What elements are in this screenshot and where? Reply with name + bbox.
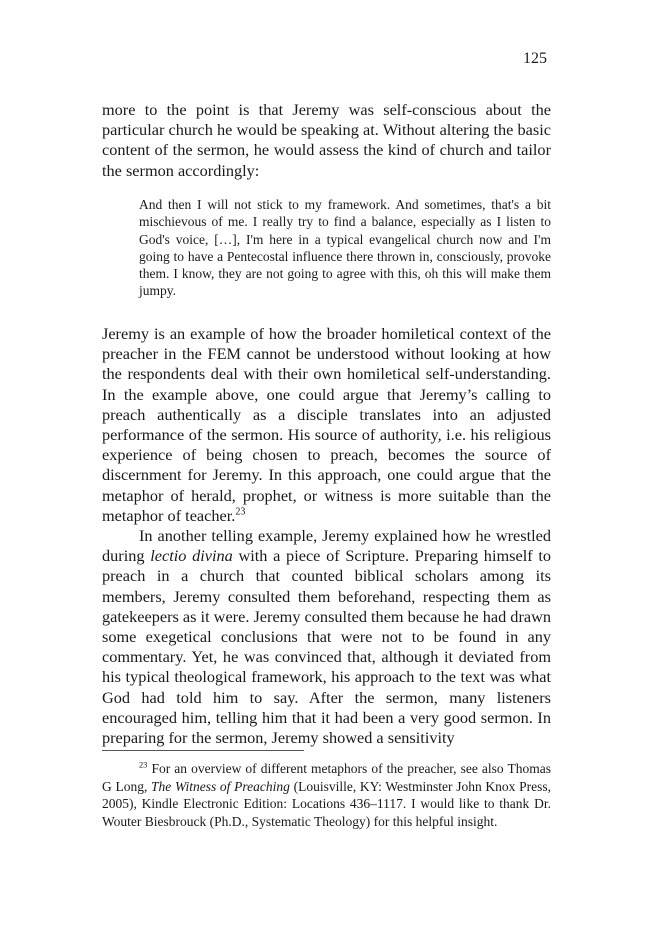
paragraph-continued	[102, 100, 551, 181]
paragraph-jeremy-example	[102, 324, 551, 526]
footnote	[102, 760, 551, 830]
footnote-text: For an overview of different metaphors of the preacher, see also Thomas G Long,	[102, 761, 551, 794]
paragraph-text: Jeremy is an example of how the broader homiletical context of the preacher in the FEM cannot be understood without looking at how the respondents deal with their own homiletical self-understanding. In the example above, one could argue that Jeremy’s calling to preach authentically as a disciple translates into an adjusted performance of the sermon. His source of authority, i.e. his religious experience of being chosen to preach, becomes the source of discernment for Jeremy. In this approach, one could argue that the metaphor of herald, prophet, or witness is more suitable than the metaphor of teacher.	[102, 324, 551, 525]
paragraph-text: with a piece of Scripture. Preparing himself to preach in a church that counted biblical scholars among its members, Jeremy consulted them beforehand, respecting them as gatekeepers as it were. Jeremy consulted them because he had drawn some exegetical conclusions that were not to be found in any commentary. Yet, he was convinced that, although it deviated from his typical theological framework, his approach to the text was what God had told him to say. After the sermon, many listeners encouraged him, telling him that it had been a very good sermon. In preparing for the sermon, Jeremy showed a sensitivity	[102, 546, 552, 748]
paragraph-text: more to the point is that Jeremy was self-conscious about the particular church he would be speaking at. Without altering the basic content of the sermon, he would assess the kind of church and tailor the sermon accordingly:	[102, 100, 551, 180]
footnote-book-title: The Witness of Preaching	[151, 778, 290, 794]
block-quote: And then I will not stick to my framework. And sometimes, that's a bit mischievous of me. I really try to find a balance, especially as I listen to God's voice, […], I'm here in a typical evangelical church now and I'm going to have a Pentecostal influence there thrown in, consciously, provoke them. I know, they are not going to agree with this, oh this will make them jumpy.	[139, 197, 551, 299]
paragraph-telling-example	[102, 526, 551, 748]
footnote-number: 23	[139, 760, 148, 770]
page-number: 125	[523, 50, 547, 67]
footnote-text: (Louisville, KY: Westminster John Knox Press, 2005), Kindle Electronic Edition: Locations 436–1117. I would like to thank Dr. Wouter Biesbrouck (Ph.D., Systematic Theology) for this helpful insight.	[102, 778, 551, 829]
italic-term: lectio divina	[150, 546, 233, 566]
footnote-divider	[102, 750, 304, 751]
main-text-block	[102, 324, 551, 748]
paragraph-text: In another telling example, Jeremy explained how he wrestled during	[102, 526, 551, 566]
footnote-reference: 23	[235, 506, 246, 518]
